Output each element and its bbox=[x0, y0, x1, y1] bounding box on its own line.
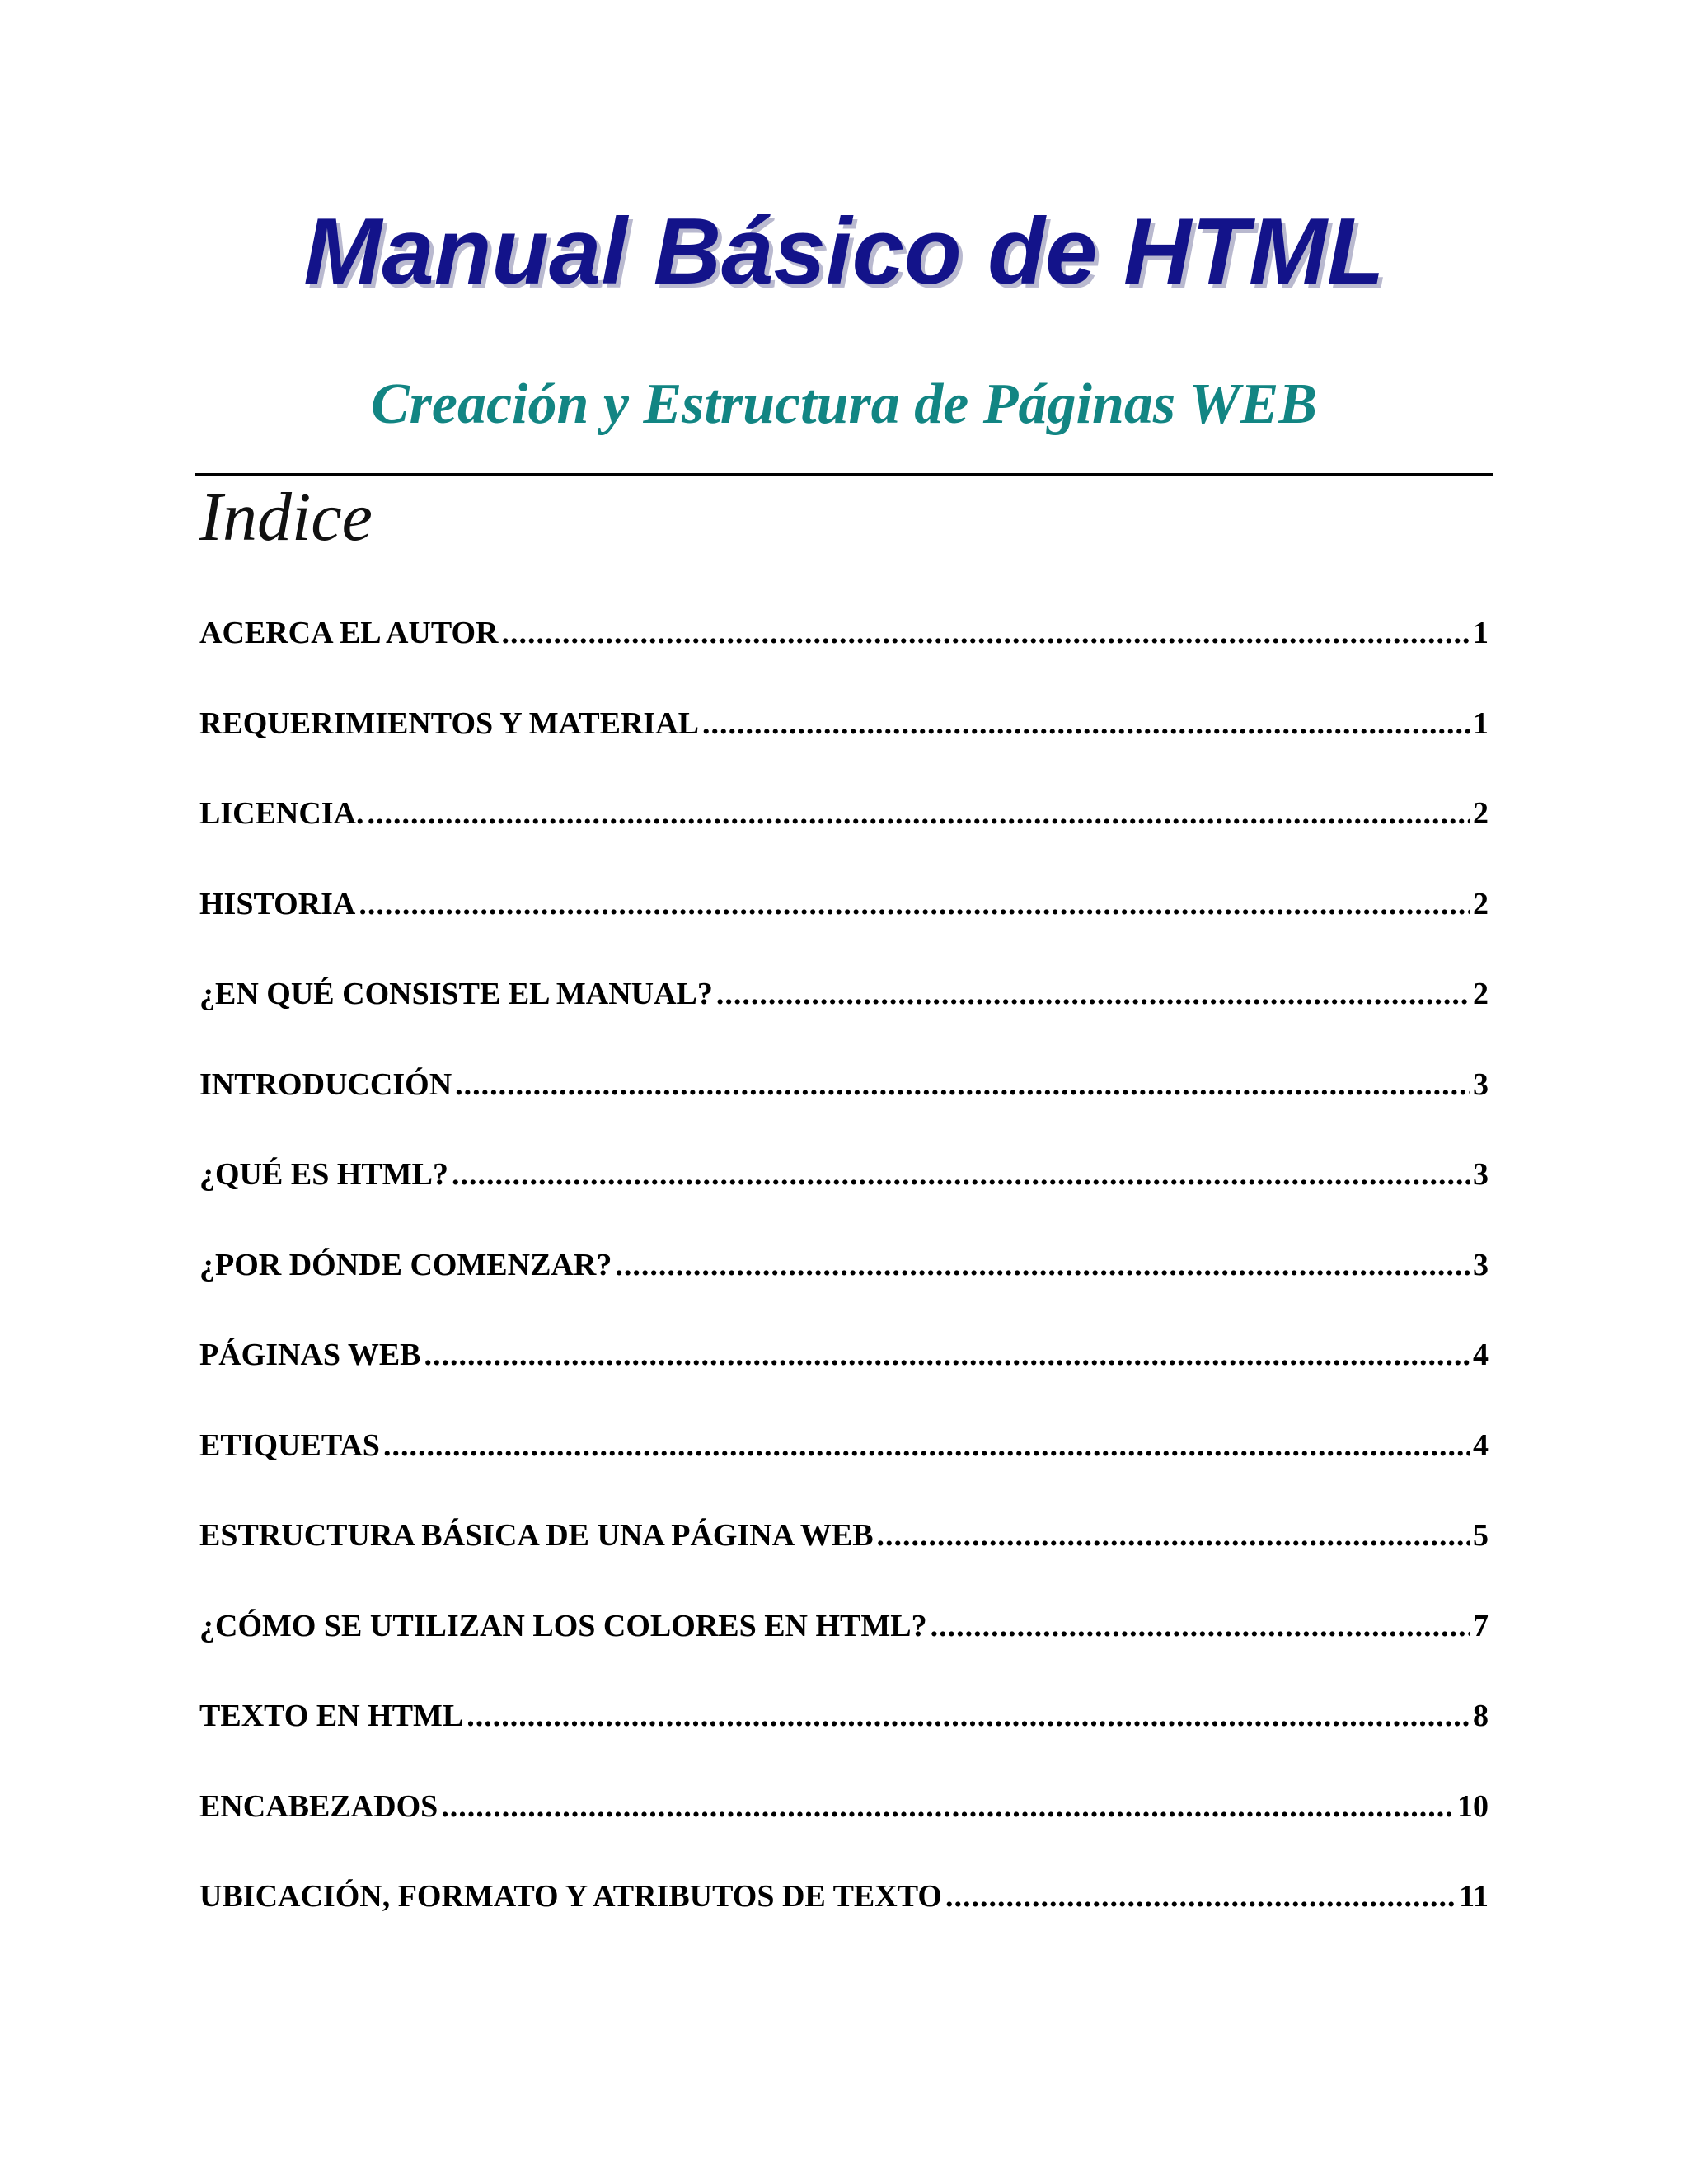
toc-entry-page: 10 bbox=[1457, 1788, 1489, 1824]
toc-dot-leader bbox=[424, 1329, 1470, 1381]
toc-entry-label: ETIQUETAS bbox=[199, 1427, 380, 1463]
toc-entry-label: LICENCIA. bbox=[199, 796, 364, 831]
toc-dot-leader bbox=[945, 1870, 1456, 1923]
toc-entry-page: 1 bbox=[1473, 616, 1489, 650]
toc-entry[interactable] bbox=[199, 1419, 1489, 1510]
toc-entry-page: 1 bbox=[1473, 705, 1489, 741]
toc-entry[interactable] bbox=[199, 1690, 1489, 1780]
toc-entry-label: ¿CÓMO SE UTILIZAN LOS COLORES EN HTML? bbox=[199, 1608, 927, 1643]
toc-entry-page: 2 bbox=[1473, 886, 1489, 921]
toc-dot-leader bbox=[368, 787, 1470, 840]
toc-entry-label: ¿POR DÓNDE COMENZAR? bbox=[199, 1247, 612, 1282]
toc-entry[interactable] bbox=[199, 1780, 1489, 1871]
index-heading: Indice bbox=[199, 479, 373, 555]
toc-entry-label: ¿EN QUÉ CONSISTE EL MANUAL? bbox=[199, 977, 713, 1011]
toc-entry-page: 5 bbox=[1473, 1518, 1489, 1553]
toc-entry-label: UBICACIÓN, FORMATO Y ATRIBUTOS DE TEXTO bbox=[199, 1879, 942, 1914]
toc-entry-label: ESTRUCTURA BÁSICA DE UNA PÁGINA WEB bbox=[199, 1518, 874, 1553]
table-of-contents bbox=[199, 607, 1489, 1961]
toc-entry-label: ACERCA EL AUTOR bbox=[199, 616, 499, 650]
toc-dot-leader bbox=[615, 1239, 1470, 1291]
toc-entry-page: 3 bbox=[1473, 1157, 1489, 1192]
horizontal-divider bbox=[195, 473, 1493, 476]
document-title: Manual Básico de HTML bbox=[303, 199, 1385, 304]
toc-dot-leader bbox=[441, 1780, 1454, 1833]
toc-entry-page: 2 bbox=[1473, 796, 1489, 831]
toc-entry-page: 4 bbox=[1473, 1338, 1489, 1372]
toc-entry-page: 8 bbox=[1473, 1699, 1489, 1733]
toc-entry-label: HISTORIA bbox=[199, 886, 356, 921]
toc-entry[interactable] bbox=[199, 1509, 1489, 1600]
toc-entry[interactable] bbox=[199, 1148, 1489, 1239]
toc-entry[interactable] bbox=[199, 787, 1489, 878]
toc-entry[interactable] bbox=[199, 1600, 1489, 1690]
toc-dot-leader bbox=[359, 878, 1470, 930]
toc-entry[interactable] bbox=[199, 968, 1489, 1058]
toc-dot-leader bbox=[502, 607, 1470, 659]
toc-entry-label: PÁGINAS WEB bbox=[199, 1338, 421, 1372]
document-subtitle: Creación y Estructura de Páginas WEB bbox=[370, 373, 1318, 436]
toc-dot-leader bbox=[702, 697, 1470, 750]
toc-entry-page: 3 bbox=[1473, 1066, 1489, 1102]
toc-dot-leader bbox=[455, 1058, 1470, 1111]
toc-dot-leader bbox=[931, 1600, 1470, 1652]
toc-entry-page: 2 bbox=[1473, 977, 1489, 1011]
toc-entry-page: 11 bbox=[1459, 1879, 1489, 1914]
toc-dot-leader bbox=[716, 968, 1470, 1020]
toc-entry-label: REQUERIMIENTOS Y MATERIAL bbox=[199, 705, 699, 741]
toc-dot-leader bbox=[467, 1690, 1470, 1742]
toc-entry-page: 3 bbox=[1473, 1247, 1489, 1282]
toc-entry[interactable] bbox=[199, 1239, 1489, 1329]
toc-entry-label: TEXTO EN HTML bbox=[199, 1699, 464, 1733]
toc-entry[interactable] bbox=[199, 1870, 1489, 1961]
toc-entry[interactable] bbox=[199, 1329, 1489, 1419]
toc-entry-page: 4 bbox=[1473, 1427, 1489, 1463]
toc-dot-leader bbox=[452, 1148, 1470, 1201]
toc-entry-label: ENCABEZADOS bbox=[199, 1788, 438, 1824]
toc-dot-leader bbox=[877, 1509, 1470, 1562]
toc-entry[interactable] bbox=[199, 607, 1489, 697]
toc-entry[interactable] bbox=[199, 878, 1489, 968]
toc-entry-label: ¿QUÉ ES HTML? bbox=[199, 1157, 448, 1192]
toc-entry[interactable] bbox=[199, 1058, 1489, 1149]
toc-entry-label: INTRODUCCIÓN bbox=[199, 1066, 452, 1102]
toc-entry-page: 7 bbox=[1473, 1608, 1489, 1643]
toc-entry[interactable] bbox=[199, 697, 1489, 788]
toc-dot-leader bbox=[383, 1419, 1470, 1472]
